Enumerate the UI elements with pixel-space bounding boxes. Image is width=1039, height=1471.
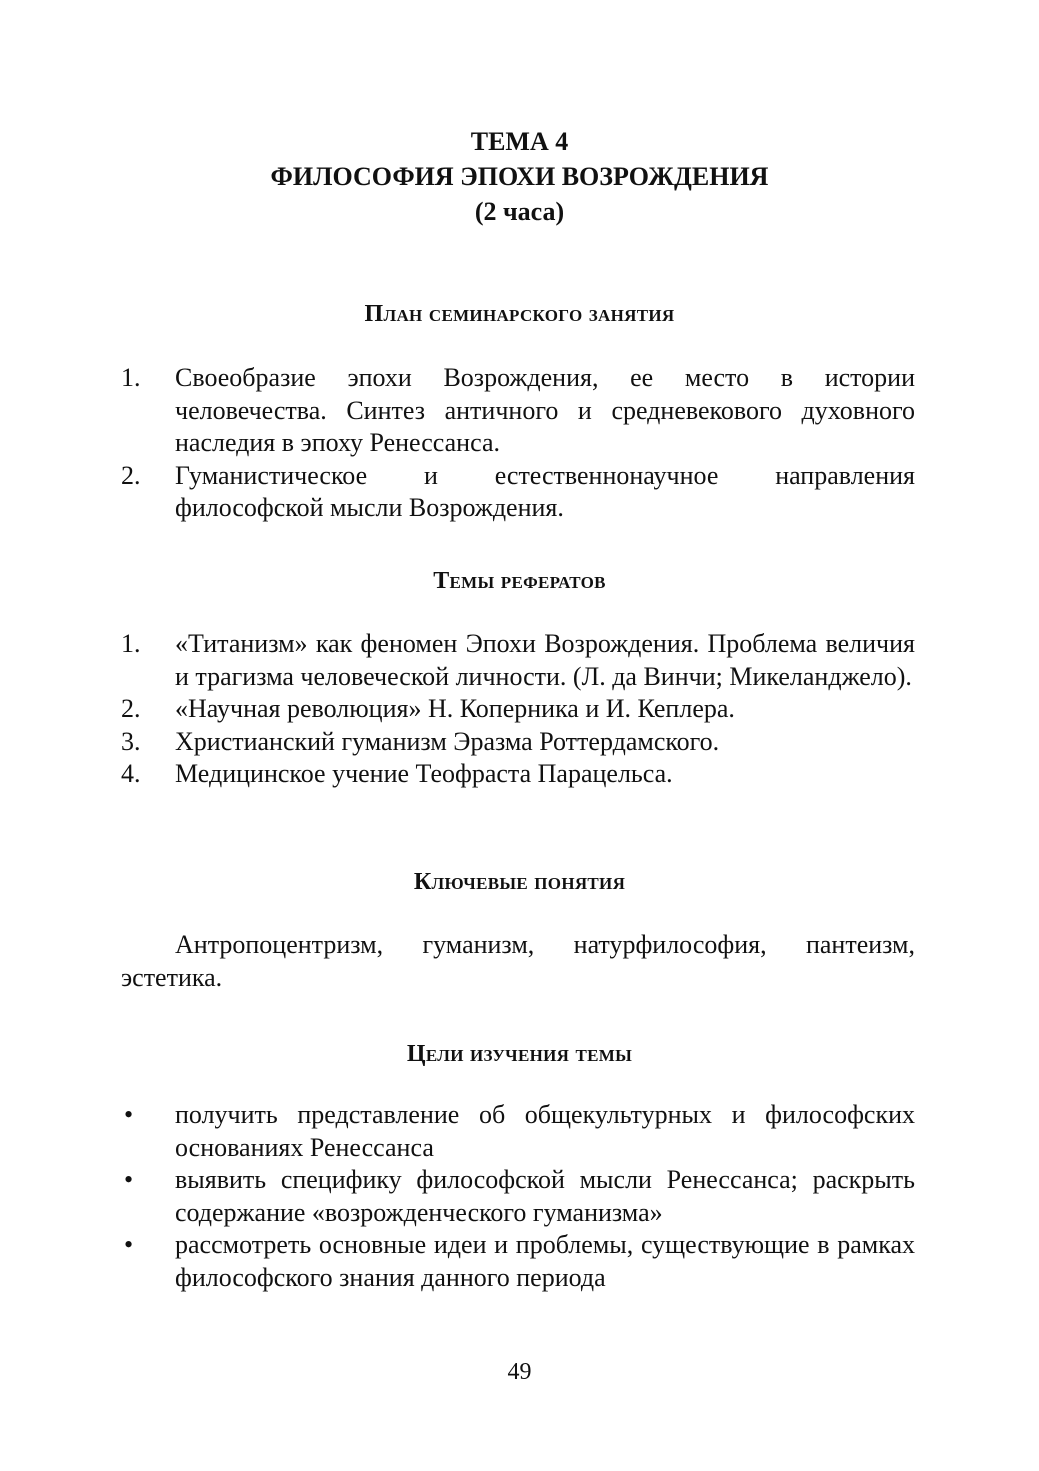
chapter-title-number: ТЕМА 4 xyxy=(470,127,569,156)
bullet-marker: • xyxy=(124,1230,134,1259)
essay-topic-item xyxy=(121,758,915,791)
list-item-text: получить представление об общекультурных и философских основаниях Ренессанса xyxy=(175,1100,915,1162)
essay-topics-heading: Темы рефератов xyxy=(433,568,606,594)
list-item-text: рассмотреть основные идеи и проблемы, существующие в рамках философского знания данного периода xyxy=(175,1230,915,1292)
essay-topics-list xyxy=(121,628,915,791)
list-item-text: выявить специфику философской мысли Ренессанса; раскрыть содержание «возрожденческого гуманизма» xyxy=(175,1165,915,1227)
study-goals-list xyxy=(121,1099,915,1294)
study-goal-item xyxy=(121,1164,915,1229)
study-goals-heading: Цели изучения темы xyxy=(406,1041,633,1067)
list-item-text: Своеобразие эпохи Возрождения, ее место в истории человечества. Синтез античного и средневекового духовного наследия в эпоху Ренессанса. xyxy=(175,363,915,457)
list-number: 1. xyxy=(121,363,141,392)
list-item-text: Христианский гуманизм Эразма Роттердамского. xyxy=(175,726,720,756)
seminar-plan-item xyxy=(121,362,915,460)
key-concepts-heading: Ключевые понятия xyxy=(413,869,626,895)
bullet-marker: • xyxy=(124,1165,134,1194)
study-goal-item xyxy=(121,1229,915,1294)
essay-topic-item xyxy=(121,628,915,693)
list-number: 4. xyxy=(121,759,141,788)
list-item-text: «Титанизм» как феномен Эпохи Возрождения. Проблема величия и трагизма человеческой личности. (Л. да Винчи; Микеланджело). xyxy=(175,629,915,691)
essay-topic-item xyxy=(121,693,915,726)
list-number: 3. xyxy=(121,726,141,756)
essay-topic-item xyxy=(121,726,915,759)
chapter-title-name: ФИЛОСОФИЯ ЭПОХИ ВОЗРОЖДЕНИЯ xyxy=(270,162,769,191)
key-concepts-text: Антропоцентризм, гуманизм, натурфилософия, пантеизм, эстетика. xyxy=(121,930,915,992)
seminar-plan-item xyxy=(121,460,915,525)
chapter-title xyxy=(0,124,1039,229)
list-item-text: Гуманистическое и естественнонаучное направления философской мысли Возрождения. xyxy=(175,460,915,522)
bullet-marker: • xyxy=(124,1100,134,1129)
list-number: 2. xyxy=(121,460,141,490)
list-item-text: «Научная революция» Н. Коперника и И. Кеплера. xyxy=(175,694,735,723)
chapter-title-hours: (2 часа) xyxy=(474,197,565,226)
list-number: 1. xyxy=(121,629,141,658)
list-item-text: Медицинское учение Теофраста Парацельса. xyxy=(175,759,673,788)
page-number: 49 xyxy=(507,1359,532,1385)
list-number: 2. xyxy=(121,694,141,723)
seminar-plan-list xyxy=(121,362,915,525)
study-goal-item xyxy=(121,1099,915,1164)
seminar-plan-heading: План семинарского занятия xyxy=(364,301,675,327)
